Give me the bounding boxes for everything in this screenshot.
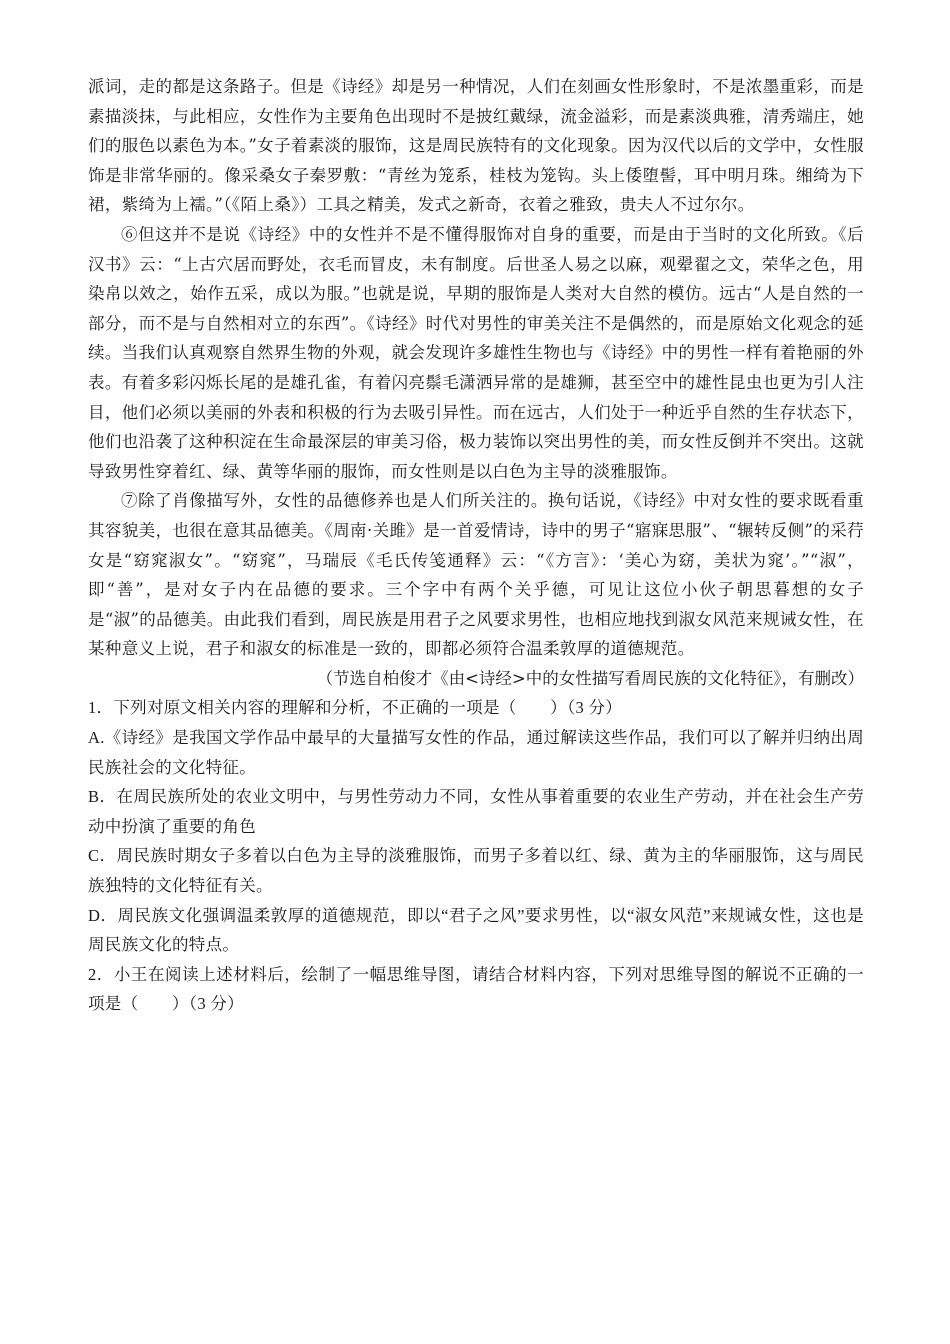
question-1-option-c: C．周民族时期女子多着以白色为主导的淡雅服饰，而男子多着以红、绿、黄为主的华丽服饰，这与周民族独特的文化特征有关。 bbox=[88, 846, 864, 896]
question-1-option-a: A.《诗经》是我国文学作品中最早的大量描写女性的作品，通过解读这些作品，我们可以了解并归纳出周民族社会的文化特征。 bbox=[88, 728, 864, 777]
question-1-option-d: D．周民族文化强调温柔敦厚的道德规范，即以“君子之风”要求男性，以“淑女风范”来规诫女性，这也是周民族文化的特点。 bbox=[88, 905, 864, 955]
passage-source: （节选自柏俊才《由<诗经>中的女性描写看周民族的文化特征》，有删改） bbox=[316, 668, 864, 688]
question-2-stem: 2．小王在阅读上述材料后，绘制了一幅思维导图，请结合材料内容，下列对思维导图的解说不正确的一项是（ ）（3 分） bbox=[88, 964, 864, 1014]
passage-paragraph-continued: 派词，走的都是这条路子。但是《诗经》却是另一种情况，人们在刻画女性形象时，不是浓墨重彩，而是素描淡抹，与此相应，女性作为主要角色出现时不是披红戴绿，流金溢彩，而是素淡典雅，清秀端庄，她们的服色以素色为本。”女子着素淡的服饰，这是周民族特有的文化现象。因为汉代以后的文学中，女性服饰是非常华丽的。像采桑女子秦罗敷：“青丝为笼系，桂枝为笼钩。头上倭堕髻，耳中明月珠。缃绮为下裙，紫绮为上襦。”（《陌上桑》）工具之精美，发式之新奇，衣着之雅致，贵夫人不过尔尔。 bbox=[88, 77, 864, 215]
passage-paragraph-7: ⑦除了肖像描写外，女性的品德修养也是人们所关注的。换句话说，《诗经》中对女性的要求既看重其容貌美，也很在意其品德美。《周南·关雎》是一首爱情诗，诗中的男子“寤寐思服”、“辗转反侧”的采荇女是“窈窕淑女”。“窈窕”，马瑞辰《毛氏传笺通释》云：“《方言》：‘美心为窈，美状为窕’。”“淑”，即“善”，是对女子内在品德的要求。三个字中有两个关乎德，可见让这位小伙子朝思暮想的女子是“淑”的品德美。由此我们看到，周民族是用君子之风要求男性，也相应地找到淑女风范来规诫女性，在某种意义上说，君子和淑女的标准是一致的，即都必须符合温柔敦厚的道德规范。 bbox=[88, 491, 864, 659]
passage-paragraph-6: ⑥但这并不是说《诗经》中的女性并不是不懂得服饰对自身的重要，而是由于当时的文化所致。《后汉书》云：“上古穴居而野处，衣毛而冒皮，未有制度。后世圣人易之以麻，观翚翟之文，荣华之色，用染帛以效之，始作五采，成以为服。”也就是说，早期的服饰是人类对大自然的模仿。远古“人是自然的一部分，而不是与自然相对立的东西”。《诗经》时代对男性的审美关注不是偶然的，而是原始文化观念的延续。当我们认真观察自然界生物的外观，就会发现许多雄性生物也与《诗经》中的男性一样有着艳丽的外表。有着多彩闪烁长尾的是雄孔雀，有着闪亮鬃毛潇洒异常的是雄狮，甚至空中的雄性昆虫也更为引人注目，他们必须以美丽的外表和积极的行为去吸引异性。而在远古，人们处于一种近乎自然的生存状态下，他们也沿袭了这种积淀在生命最深层的审美习俗，极力装饰以突出男性的美，而女性反倒并不突出。这就导致男性穿着红、绿、黄等华丽的服饰，而女性则是以白色为主导的淡雅服饰。 bbox=[88, 224, 864, 481]
question-1-stem: 1．下列对原文相关内容的理解和分析，不正确的一项是（ ）（3 分） bbox=[88, 698, 623, 718]
document-page bbox=[88, 72, 864, 1019]
question-1-option-b: B．在周民族所处的农业文明中，与男性劳动力不同，女性从事着重要的农业生产劳动，并在社会生产劳动中扮演了重要的角色 bbox=[88, 787, 864, 836]
